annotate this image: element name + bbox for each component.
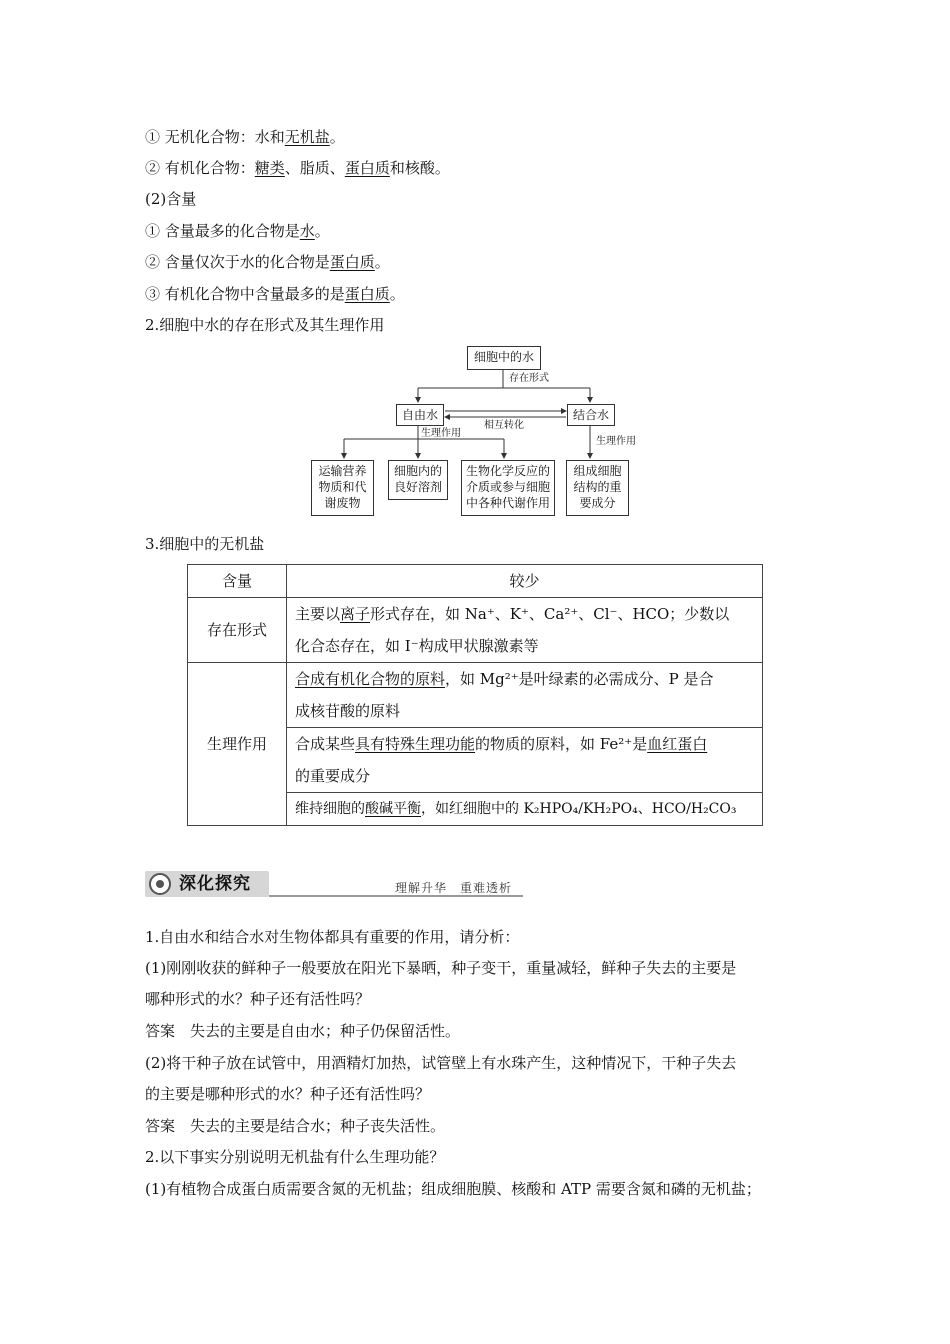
text: ，如红细胞中的 K₂HPO₄/KH₂PO₄、HCO/H₂CO₃: [421, 801, 737, 817]
table-cell: [287, 793, 763, 826]
text-line: [145, 252, 390, 272]
water-diagram: [300, 342, 660, 522]
section-badge: [145, 871, 269, 897]
diagram-convert-label: 相互转化: [484, 420, 524, 431]
underlined-term: 糖类: [254, 159, 285, 177]
question-text: (1)有植物合成蛋白质需要含氮的无机盐；组成细胞膜、核酸和 ATP 需要含氮和磷的无机盐；: [145, 1180, 761, 1198]
text: 。: [329, 128, 345, 146]
underlined-term: 蛋白质: [329, 253, 375, 271]
question-text: 哪种形式的水？种子还有活性吗？: [145, 990, 371, 1008]
diagram-func-label-right: 生理作用: [596, 436, 636, 447]
section-subtitle: 理解升华 重难透析: [395, 881, 513, 895]
underlined-term: 蛋白质: [344, 285, 390, 303]
table-row-head: 存在形式: [188, 598, 287, 663]
text: 形式存在，如 Na⁺、K⁺、Ca²⁺、Cl⁻、HCO；少数以: [370, 605, 730, 623]
text: ② 含量仅次于水的化合物是: [145, 253, 330, 271]
text: 。: [374, 253, 390, 271]
question-text: (2)将干种子放在试管中，用酒精灯加热，试管壁上有水珠产生，这种情况下，干种子失去: [145, 1054, 737, 1072]
question: 2.以下事实分别说明无机盐有什么生理功能？: [145, 1148, 445, 1166]
answer: 答案 失去的主要是自由水；种子仍保留活性。: [145, 1022, 461, 1040]
text: 化合态存在，如 I⁻构成甲状腺激素等: [295, 637, 539, 655]
table-row: [188, 565, 763, 598]
text-line: [145, 127, 345, 147]
text-line: [145, 158, 450, 178]
target-icon: [149, 873, 171, 895]
table-row: [188, 598, 763, 663]
text: ② 有机化合物：: [145, 159, 255, 177]
text: ① 无机化合物：水和: [145, 128, 285, 146]
table-cell: [287, 728, 763, 793]
text: 。: [389, 285, 405, 303]
diagram-root: 细胞中的水: [467, 346, 541, 370]
text-line: [145, 221, 330, 241]
underlined-term: 酸碱平衡: [365, 801, 421, 817]
table-row-head: 生理作用: [188, 663, 287, 826]
diagram-func-label-left: 生理作用: [421, 428, 461, 439]
text-line: (2)含量: [145, 190, 197, 208]
section-heading: 3.细胞中的无机盐: [145, 535, 265, 553]
text: 主要以: [295, 605, 341, 623]
diagram-free-function-1: 运输营养物质和代谢废物: [311, 460, 374, 516]
question: 1.自由水和结合水对生物体都具有重要的作用，请分析：: [145, 928, 520, 946]
text: ① 含量最多的化合物是: [145, 222, 300, 240]
text: 和核酸。: [389, 159, 450, 177]
answer: 答案 失去的主要是结合水；种子丧失活性。: [145, 1117, 446, 1135]
diagram-form-label: 存在形式: [509, 373, 549, 384]
text: 的物质的原料，如 Fe²⁺是: [475, 735, 648, 753]
underlined-term: 蛋白质: [344, 159, 390, 177]
text: 。: [314, 222, 330, 240]
underlined-term: 具有特殊生理功能: [355, 735, 476, 753]
text: ，如 Mg²⁺是叶绿素的必需成分、P 是合: [445, 670, 714, 688]
text: 合成某些: [295, 735, 356, 753]
table-header-cell: 较少: [287, 565, 763, 598]
underlined-term: 血红蛋白: [647, 735, 708, 753]
section-title: 深化探究: [179, 874, 251, 894]
question-text: (1)刚刚收获的鲜种子一般要放在阳光下暴晒，种子变干，重量减轻，鲜种子失去的主要是: [145, 959, 737, 977]
text: ③ 有机化合物中含量最多的是: [145, 285, 345, 303]
diagram-bound-function: 组成细胞结构的重要成分: [566, 460, 629, 516]
diagram-bound-water: 结合水: [567, 404, 615, 426]
underlined-term: 水: [299, 222, 315, 240]
underlined-term: 无机盐: [284, 128, 330, 146]
underlined-term: 离子: [340, 605, 371, 623]
text-line: [145, 284, 405, 304]
table-header-cell: 含量: [188, 565, 287, 598]
section-heading: 2.细胞中水的存在形式及其生理作用: [145, 316, 385, 334]
underlined-term: 合成有机化合物的原料: [295, 670, 446, 688]
inorganic-salt-table: [187, 564, 763, 826]
section-banner: [145, 871, 523, 901]
diagram-free-function-3: 生物化学反应的介质或参与细胞中各种代谢作用: [461, 460, 555, 516]
table-cell: [287, 598, 763, 663]
text: 、脂质、: [284, 159, 345, 177]
text: 的重要成分: [295, 767, 371, 785]
question-text: 的主要是哪种形式的水？种子还有活性吗？: [145, 1085, 431, 1103]
diagram-free-water: 自由水: [396, 404, 444, 426]
table-row: [188, 663, 763, 728]
diagram-free-function-2: 细胞内的良好溶剂: [388, 460, 448, 500]
table-cell: [287, 663, 763, 728]
text: 成核苷酸的原料: [295, 702, 401, 720]
text: 维持细胞的: [295, 801, 365, 817]
